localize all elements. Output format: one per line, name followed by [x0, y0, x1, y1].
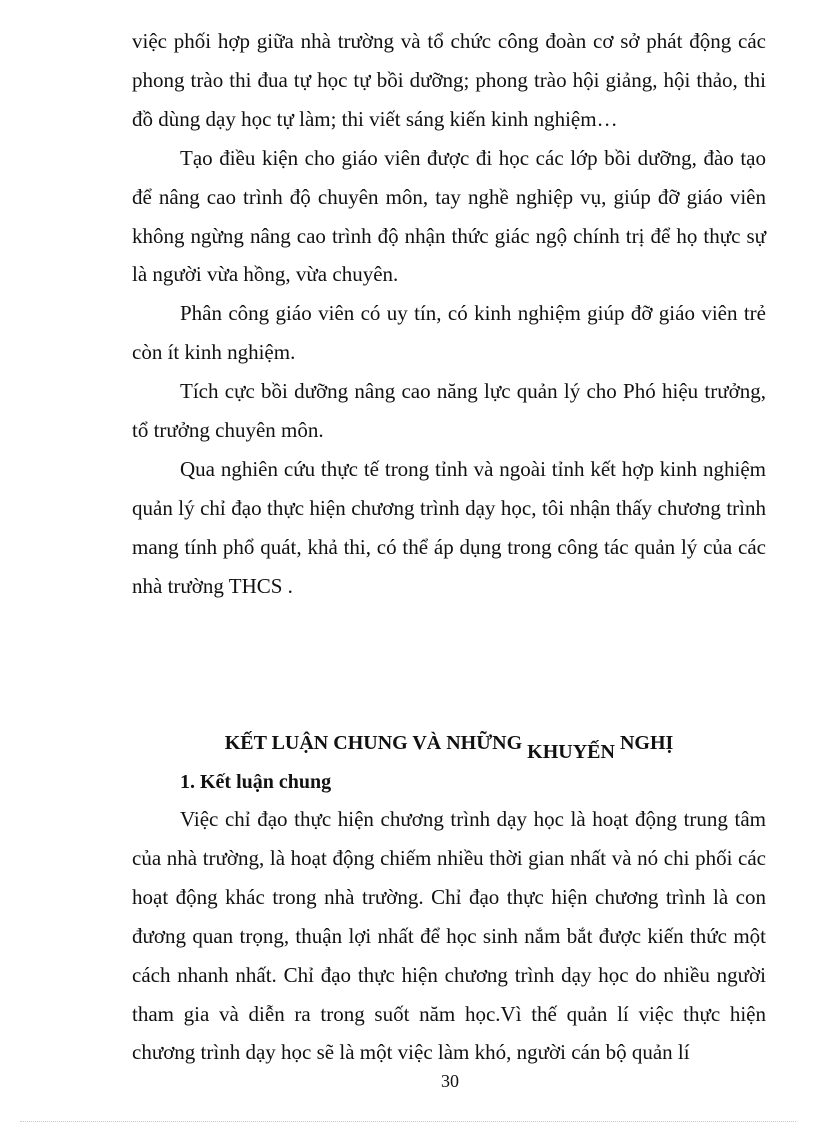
paragraph: Tạo điều kiện cho giáo viên được đi học các lớp bồi dưỡng, đào tạo để nâng cao trình độ chuyên môn, tay nghề nghiệp vụ, giúp đỡ giáo viên không ngừng nâng cao trình độ nhận thức giác ngộ chính trị để họ thực sự là người vừa hồng, vừa chuyên.: [132, 145, 766, 287]
paragraph: Phân công giáo viên có uy tín, có kinh nghiệm giúp đỡ giáo viên trẻ còn ít kinh nghiệm.: [132, 301, 766, 365]
section-heading: [132, 728, 766, 763]
page-bottom-edge: [20, 1121, 796, 1122]
page-number: 30: [441, 1071, 459, 1091]
heading-part: NGHỊ: [614, 732, 674, 754]
paragraph-continuation: việc phối hợp giữa nhà trường và tổ chức công đoàn cơ sở phát động các phong trào thi đua tự học tự bồi dưỡng; phong trào hội giảng, hội thảo, thi đồ dùng dạy học tự làm; thi viết sáng kiến kinh nghiệm…: [132, 29, 766, 131]
paragraph: Qua nghiên cứu thực tế trong tỉnh và ngoài tỉnh kết hợp kinh nghiệm quản lý chỉ đạo thực hiện chương trình dạy học, tôi nhận thấy chương trình mang tính phổ quát, khả thi, có thể áp dụng trong công tác quản lý của các nhà trường THCS .: [132, 456, 766, 598]
heading-part-lowered: KHUYẾN: [527, 741, 615, 763]
subsection-heading: 1. Kết luận chung: [180, 771, 332, 793]
body-text-bottom: [132, 800, 766, 1072]
body-text-top: [132, 22, 766, 606]
heading-part: KẾT LUẬN CHUNG VÀ NHỮNG: [224, 732, 528, 754]
paragraph: Việc chỉ đạo thực hiện chương trình dạy học là hoạt động trung tâm của nhà trường, là hoạt động chiếm nhiều thời gian nhất và nó chi phối các hoạt động khác trong nhà trường. Chỉ đạo thực hiện chương trình là con đương quan trọng, thuận lợi nhất để học sinh nắm bắt được kiến thức một cách nhanh nhất. Chỉ đạo thực hiện chương trình dạy học do nhiều người tham gia và diễn ra trong suốt năm học.Vì thế quản lí việc thực hiện chương trình dạy học sẽ là một việc làm khó, người cán bộ quản lí: [132, 807, 766, 1065]
paragraph: Tích cực bồi dưỡng nâng cao năng lực quản lý cho Phó hiệu trưởng, tổ trưởng chuyên môn.: [132, 379, 766, 443]
